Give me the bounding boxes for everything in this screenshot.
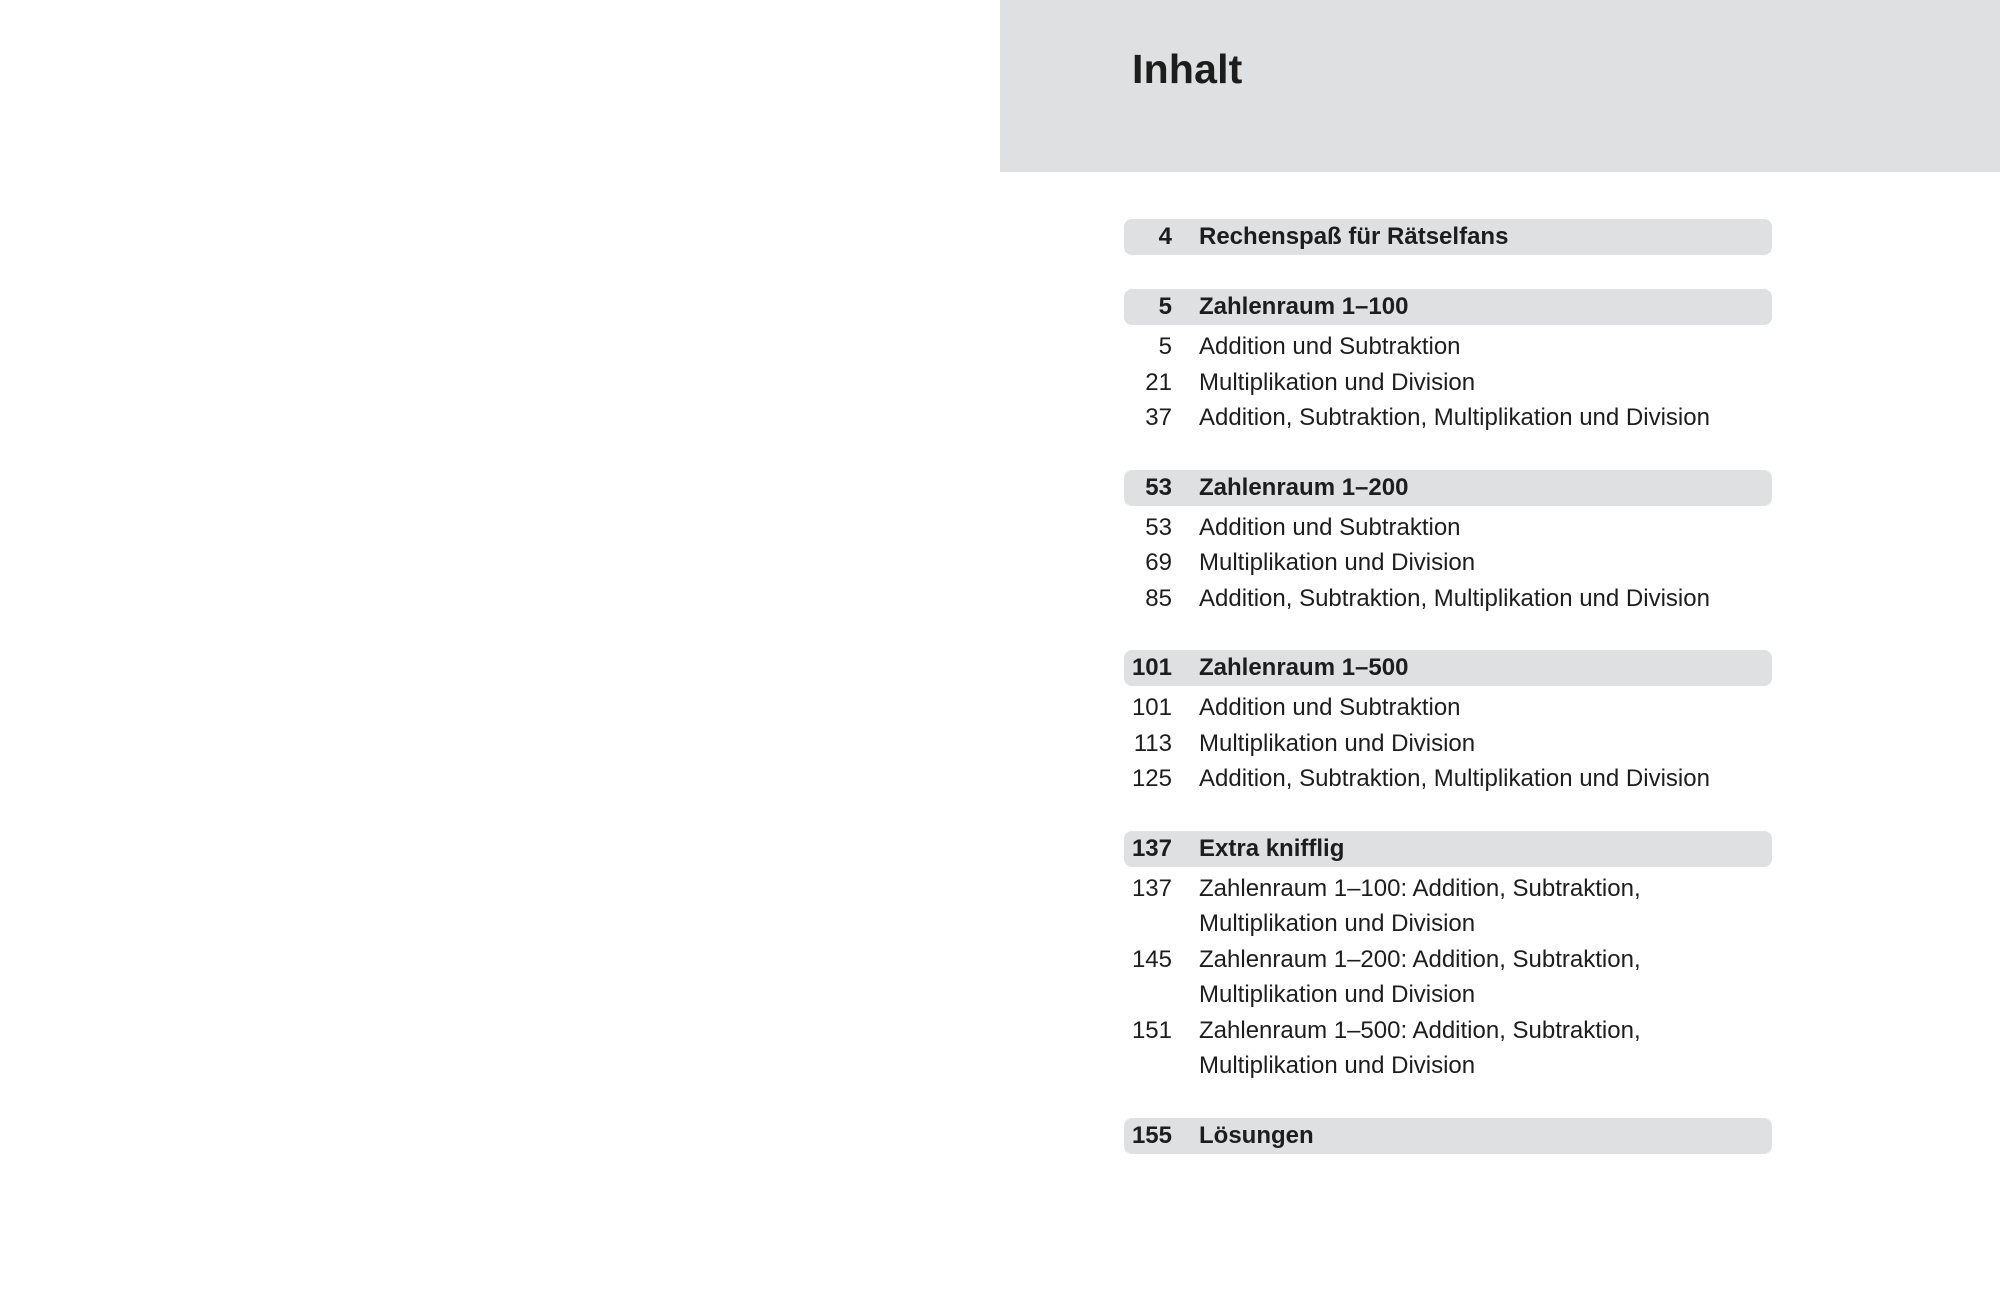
section-page-number: 4 xyxy=(1158,223,1172,250)
entry-page-number: 137 xyxy=(1131,874,1172,902)
entry-title: Multiplikation und Division xyxy=(1199,729,1476,757)
toc-section-header[interactable] xyxy=(1124,470,1772,506)
toc-section xyxy=(1124,470,1772,617)
toc-section-header[interactable] xyxy=(1124,831,1772,867)
section-title: Extra knifflig xyxy=(1199,834,1345,862)
entry-page-number: 69 xyxy=(1145,549,1172,576)
entry-title: Multiplikation und Division xyxy=(1199,549,1476,576)
section-page-number: 5 xyxy=(1158,293,1172,320)
section-page-number: 155 xyxy=(1131,1121,1172,1149)
entry-title: Addition, Subtraktion, Multiplikation und Division xyxy=(1199,584,1710,612)
toc-section xyxy=(1124,650,1772,797)
toc-entry[interactable] xyxy=(1124,329,1772,365)
table-of-contents xyxy=(1124,219,1772,1188)
toc-section-header[interactable] xyxy=(1124,650,1772,686)
section-title: Rechenspaß für Rätselfans xyxy=(1199,223,1509,250)
section-title: Zahlenraum 1–500 xyxy=(1199,654,1409,681)
entry-title: Addition und Subtraktion xyxy=(1199,333,1461,360)
entry-page-number: 125 xyxy=(1131,765,1172,792)
entry-title: Addition und Subtraktion xyxy=(1199,694,1461,721)
entry-page-number: 145 xyxy=(1131,945,1172,973)
entry-page-number: 101 xyxy=(1131,694,1172,721)
toc-entry[interactable] xyxy=(1124,365,1772,401)
toc-entry[interactable] xyxy=(1124,942,1772,1013)
toc-entry[interactable] xyxy=(1124,510,1772,546)
entry-page-number: 151 xyxy=(1131,1016,1172,1044)
entry-page-number: 37 xyxy=(1145,404,1172,431)
entry-page-number: 85 xyxy=(1145,584,1172,612)
page-title: Inhalt xyxy=(1132,46,1243,92)
toc-entry[interactable] xyxy=(1124,761,1772,797)
toc-entry[interactable] xyxy=(1124,581,1772,617)
toc-section xyxy=(1124,289,1772,436)
toc-entry[interactable] xyxy=(1124,871,1772,942)
entry-page-number: 21 xyxy=(1145,368,1172,396)
entry-title: Addition, Subtraktion, Multiplikation und Division xyxy=(1199,404,1710,431)
toc-section xyxy=(1124,1118,1772,1154)
section-title: Zahlenraum 1–100 xyxy=(1199,293,1409,320)
toc-entry[interactable] xyxy=(1124,400,1772,436)
section-page-number: 101 xyxy=(1131,654,1172,681)
entry-title: Zahlenraum 1–100: Addition, Subtraktion, Multiplikation und Division xyxy=(1199,874,1641,937)
section-page-number: 137 xyxy=(1131,834,1172,862)
section-title: Zahlenraum 1–200 xyxy=(1199,473,1409,501)
toc-entry[interactable] xyxy=(1124,726,1772,762)
toc-section-header[interactable] xyxy=(1124,219,1772,255)
entry-title: Addition und Subtraktion xyxy=(1199,513,1461,541)
entry-title: Zahlenraum 1–200: Addition, Subtraktion, Multiplikation und Division xyxy=(1199,945,1641,1008)
toc-section xyxy=(1124,219,1772,255)
toc-entry[interactable] xyxy=(1124,545,1772,581)
section-page-number: 53 xyxy=(1145,473,1172,501)
toc-section xyxy=(1124,831,1772,1084)
entry-title: Addition, Subtraktion, Multiplikation und Division xyxy=(1199,765,1710,792)
toc-entry[interactable] xyxy=(1124,690,1772,726)
entry-page-number: 113 xyxy=(1133,729,1172,757)
entry-page-number: 53 xyxy=(1145,513,1172,541)
toc-entry[interactable] xyxy=(1124,1013,1772,1084)
section-title: Lösungen xyxy=(1199,1121,1314,1149)
entry-title: Multiplikation und Division xyxy=(1199,368,1476,396)
toc-section-header[interactable] xyxy=(1124,289,1772,325)
entry-title: Zahlenraum 1–500: Addition, Subtraktion, Multiplikation und Division xyxy=(1199,1016,1641,1079)
entry-page-number: 5 xyxy=(1158,333,1172,360)
toc-section-header[interactable] xyxy=(1124,1118,1772,1154)
